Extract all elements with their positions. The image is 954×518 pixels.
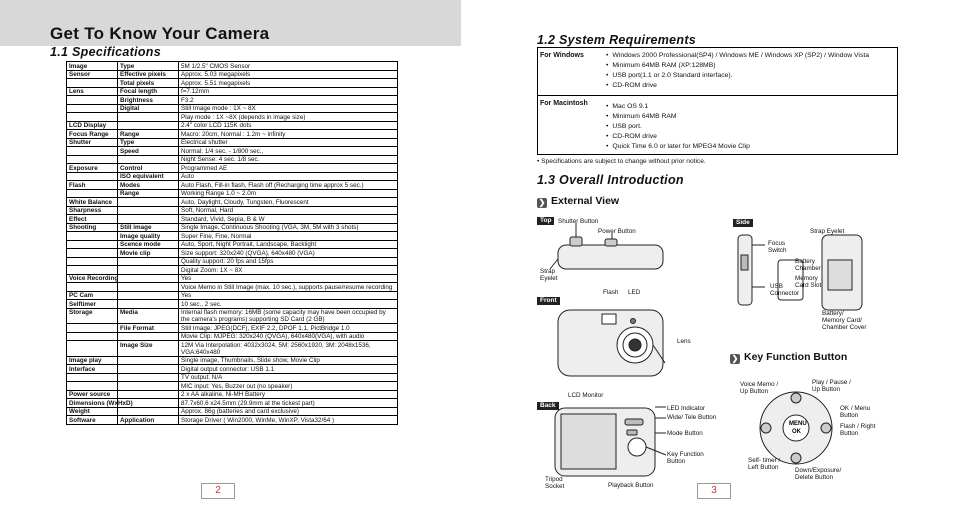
spec-category: Storage	[67, 309, 118, 324]
spec-value: F3.2	[181, 96, 194, 104]
spec-item	[118, 365, 179, 373]
spec-item	[118, 122, 179, 130]
spec-value: Still Image: JPEG(DCF), EXIF 2.2, DPOF 1.1, PictBridge 1.0	[181, 324, 350, 332]
page-number-left: 2	[201, 483, 235, 499]
spec-item	[118, 408, 179, 416]
spec-item	[118, 283, 179, 291]
label-power: Power Button	[598, 228, 636, 235]
spec-value: f=7.12mm	[181, 88, 210, 95]
spec-row	[67, 364, 397, 373]
spec-item: Image Size	[118, 341, 179, 356]
spec-row	[67, 87, 397, 96]
label-focus-switch: Focus Switch	[768, 240, 787, 254]
spec-category	[67, 382, 118, 390]
sysreq-heading: 1.2 System Requirements	[537, 33, 697, 47]
spec-category: Image	[67, 62, 118, 70]
spec-category: LCD Display	[67, 122, 118, 130]
label-led: LED	[628, 289, 641, 296]
spec-category: Effect	[67, 215, 118, 223]
spec-item: Modes	[118, 181, 179, 189]
label-battery-cover: Battery/ Memory Card/ Chamber Cover	[822, 310, 867, 331]
key-heading: ❯ Key Function Button	[731, 351, 848, 363]
spec-value: Yes	[181, 275, 192, 282]
spec-item	[118, 399, 179, 407]
spec-value: 12M Via Interpolation: 4032x3024, 5M: 2560x1920, 3M: 2048x1536, VGA:640x480	[181, 341, 371, 356]
mac-list	[606, 102, 750, 152]
label-lens: Lens	[677, 338, 691, 345]
label-self-timer: Self- timer / Left Button	[748, 457, 781, 471]
label-lcd: LCD Monitor	[568, 392, 604, 399]
spec-value: Auto, Sport, Night Portrait, Landscape, Backlight	[181, 241, 317, 248]
spec-row	[67, 373, 397, 382]
overall-heading: 1.3 Overall Introduction	[537, 173, 684, 187]
spec-item: Focal length	[118, 88, 179, 96]
spec-category	[67, 232, 118, 240]
spec-value: Approx. 5.03 megapixels	[181, 71, 251, 78]
spec-row	[67, 415, 397, 424]
spec-value: 5M 1/2.5" CMOS Sensor	[181, 62, 251, 70]
spec-category	[67, 341, 118, 356]
spec-row	[67, 155, 397, 164]
spec-item: Media	[118, 309, 179, 324]
spec-row	[67, 172, 397, 181]
spec-category: Power source	[67, 391, 118, 399]
spec-category	[67, 283, 118, 291]
spec-category: PC Cam	[67, 292, 118, 300]
spec-value: Super Fine, Fine, Normal	[181, 232, 252, 240]
spec-row	[67, 223, 397, 232]
spec-row	[67, 323, 397, 332]
spec-value: Electrical shutter	[181, 139, 228, 146]
spec-value: Digital Zoom: 1X ~ 8X	[181, 266, 243, 274]
spec-item	[118, 374, 179, 382]
label-ok-menu: OK / Menu Button	[840, 405, 871, 419]
spec-value: Movie Clip: MJPEG: 320x240 (QVGA), 640x480(VGA), with audio	[181, 333, 365, 340]
spec-value: Single image, Thumbnails, Slide show, Movie Clip	[181, 357, 320, 364]
spec-row	[67, 214, 397, 223]
spec-item	[118, 292, 179, 300]
spec-category	[67, 374, 118, 382]
sysreq-box	[537, 47, 898, 155]
label-play-pause: Play / Pause / Up Button	[812, 379, 851, 393]
spec-row	[67, 104, 397, 113]
spec-item: Image quality	[118, 232, 179, 240]
spec-item: Range	[118, 130, 179, 138]
spec-row	[67, 381, 397, 390]
requirement-item: • Quick Time 6.0 or later for MPEG4 Movie Clip	[606, 142, 750, 152]
spec-item: Still image	[118, 224, 179, 232]
requirement-item: • USB port.	[606, 122, 750, 132]
spec-value: TV output: N/A	[181, 374, 223, 381]
spec-row	[67, 121, 397, 130]
requirement-item: • USB port(1.1 or 2.0 Standard interface).	[606, 71, 869, 81]
label-battery-chamber: Battery Chamber	[795, 258, 821, 272]
spec-value: Night Sense: 4 sec. 1/8 sec.	[181, 156, 260, 163]
spec-category: Shutter	[67, 139, 118, 147]
spec-item	[118, 113, 179, 121]
key-center-ok: OK	[792, 429, 801, 435]
spec-row	[67, 78, 397, 87]
spec-row	[67, 197, 397, 206]
label-tripod: Tripod Socket	[545, 476, 565, 490]
spec-category: Flash	[67, 181, 118, 189]
spec-item: Movie clip	[118, 249, 179, 257]
spec-item: Effective pixels	[118, 71, 179, 79]
spec-value: 87.7x60.6 x24.5mm (29.9mm at the tickest part)	[181, 399, 315, 407]
requirement-item: • CD-ROM drive	[606, 132, 750, 142]
spec-value: Internal flash memory: 16MB (some capacity may have been occupied by the camera's programs) supporting SD Card (2 GB)	[181, 309, 386, 323]
spec-item	[118, 198, 179, 206]
spec-item: Digital	[118, 105, 179, 113]
spec-category	[67, 105, 118, 113]
tag-back: Back	[537, 402, 559, 410]
spec-row	[67, 265, 397, 274]
spec-row	[67, 231, 397, 240]
spec-value: 10 sec., 2 sec.	[181, 300, 222, 308]
spec-value: Yes	[181, 292, 192, 299]
requirement-item: • Minimum 64MB RAM	[606, 112, 750, 122]
spec-row	[67, 407, 397, 416]
spec-row	[67, 257, 397, 266]
spec-category: Interface	[67, 365, 118, 373]
spec-item	[118, 258, 179, 266]
spec-row	[67, 206, 397, 215]
spec-row	[67, 340, 397, 356]
spec-item	[118, 300, 179, 308]
tag-top: Top	[537, 217, 554, 225]
spec-category: Lens	[67, 88, 118, 96]
label-led-indicator: LED Indicator	[667, 405, 706, 412]
camera-diagrams	[530, 215, 890, 495]
spec-row	[67, 129, 397, 138]
label-mode: Mode Button	[667, 430, 703, 437]
spec-category: Software	[67, 416, 118, 424]
spec-value: Single Image, Continuous Shooting (VGA, 3M, 5M with 3 shots)	[181, 224, 359, 231]
spec-value: Still Image mode : 1X ~ 8X	[181, 105, 256, 112]
spec-item: Application	[118, 416, 179, 424]
spec-row	[67, 189, 397, 198]
spec-category: Shooting	[67, 224, 118, 232]
spec-item: Total pixels	[118, 79, 179, 87]
mac-label: For Macintosh	[540, 100, 588, 107]
spec-value: Normal: 1/4 sec. - 1/800 sec.,	[181, 147, 264, 155]
spec-category: Dimensions (WxHxD)	[69, 399, 133, 407]
spec-item: Scence mode	[118, 241, 179, 249]
spec-value: MIC input: Yes, Buzzer out (no speaker)	[181, 382, 293, 390]
tag-front: Front	[537, 297, 560, 305]
spec-item	[118, 275, 179, 283]
spec-item	[118, 382, 179, 390]
spec-item: Type	[118, 62, 179, 70]
label-playback: Playback Button	[608, 482, 654, 489]
spec-category: Image play	[67, 357, 118, 365]
spec-item: Brightness	[118, 96, 179, 104]
spec-value: Soft, Normal, Hard	[181, 207, 234, 214]
spec-category	[67, 258, 118, 266]
spec-value: Macro: 20cm, Normal : 1.2m ~ infinity	[181, 130, 286, 138]
windows-label: For Windows	[540, 52, 584, 59]
label-flash: Flash	[603, 289, 619, 296]
spec-category: Sharpness	[67, 207, 118, 215]
page-title: Get To Know Your Camera	[50, 24, 270, 43]
spec-category: White Balance	[67, 198, 118, 206]
label-key-function: Key Function Button	[667, 451, 704, 465]
spec-item	[118, 266, 179, 274]
spec-row	[67, 248, 397, 257]
spec-row	[67, 398, 397, 407]
spec-category: Focus Range	[67, 130, 118, 138]
spec-value: Approx. 5.51 megapixels	[181, 79, 251, 87]
spec-value: 2.4" color LCD 115K dots	[181, 122, 252, 129]
spec-category: Selftimer	[67, 300, 118, 308]
external-heading: ❯ External View	[538, 195, 620, 207]
spec-row	[67, 291, 397, 300]
key-center-text: MENU	[789, 421, 807, 427]
spec-row	[67, 146, 397, 155]
spec-category: Sensor	[67, 71, 118, 79]
spec-row	[67, 180, 397, 189]
spec-row	[67, 240, 397, 249]
spec-category	[67, 113, 118, 121]
spec-value: Standard, Vivid, Sepia, B & W	[181, 215, 265, 223]
spec-row	[67, 274, 397, 283]
spec-value: Play mode : 1X ~8X (depends in image size)	[181, 113, 306, 121]
spec-item: ISO equivalent	[118, 173, 179, 181]
spec-category	[67, 79, 118, 87]
requirement-item: • CD-ROM drive	[606, 81, 869, 91]
spec-item: Speed	[118, 147, 179, 155]
spec-row	[67, 332, 397, 341]
label-flash-right: Flash / Right Button	[840, 423, 876, 437]
spec-category: Exposure	[67, 164, 118, 172]
spec-value: Auto Flash, Fill-in flash, Flash off (Recharging time approx 5 sec.)	[181, 181, 364, 189]
spec-row	[67, 163, 397, 172]
spec-value: Size support: 320x240 (QVGA), 640x480 (VGA)	[181, 249, 315, 257]
spec-heading: 1.1 Specifications	[50, 45, 161, 59]
spec-item	[118, 215, 179, 223]
spec-row	[67, 95, 397, 104]
spec-value: Programmed AE	[181, 164, 228, 172]
spec-category	[67, 173, 118, 181]
spec-value: Approx. 86g (batteries and card exclusive)	[181, 408, 299, 415]
requirement-item: • Mac OS 9.1	[606, 102, 750, 112]
spec-item: Type	[118, 139, 179, 147]
spec-row	[67, 70, 397, 79]
spec-category: Weight	[67, 408, 118, 416]
spec-category	[67, 147, 118, 155]
spec-value: Storage Driver ( Win2000, WinMe, WinXP, Vista32/64 )	[181, 416, 335, 424]
spec-row	[67, 112, 397, 121]
spec-category	[67, 190, 118, 198]
spec-note: • Specifications are subject to change without prior notice.	[537, 158, 706, 165]
spec-item	[118, 391, 179, 399]
spec-item: Control	[118, 164, 179, 172]
spec-value: Voice Memo in Still Image (max. 10 sec.), supports pause/resume recording	[181, 283, 393, 291]
spec-category: Voice Recording	[69, 275, 119, 282]
spec-category	[67, 324, 118, 332]
spec-row	[67, 390, 397, 399]
label-strap-eyelet-side: Strap Eyelet	[810, 228, 845, 235]
arrow-icon: ❯	[538, 198, 546, 207]
spec-table	[66, 61, 398, 425]
spec-row	[67, 282, 397, 291]
label-usb: USB Connector	[770, 283, 800, 297]
spec-value: Digital output connector: USB 1.1	[181, 365, 275, 373]
spec-item: File Format	[118, 324, 179, 332]
spec-item: Range	[118, 190, 179, 198]
spec-value: 2 x AA alkaline, Ni-MH Battery	[181, 391, 265, 398]
requirement-item: • Minimum 64MB RAM (XP:128MB)	[606, 61, 869, 71]
spec-category	[67, 249, 118, 257]
spec-value: Auto, Daylight, Cloudy, Tungsten, Fluorescent	[181, 198, 309, 206]
spec-row	[67, 62, 397, 70]
spec-item	[118, 333, 179, 341]
page-number-right: 3	[697, 483, 731, 499]
spec-category	[67, 156, 118, 164]
label-memory-slot: Memory Card Slot	[795, 275, 822, 289]
spec-category	[67, 333, 118, 341]
requirement-item: • Windows 2000 Professional(SP4) / Windows ME / Windows XP (SP2) / Window Vista	[606, 51, 869, 61]
spec-value: Auto	[181, 173, 194, 180]
spec-item	[118, 357, 179, 365]
spec-row	[67, 356, 397, 365]
spec-row	[67, 299, 397, 308]
spec-category	[67, 96, 118, 104]
tag-side: Side	[733, 219, 753, 227]
label-down-exposure: Down/Exposure/ Delete Button	[795, 467, 842, 481]
windows-list	[606, 51, 869, 91]
label-voice-memo: Voice Memo / Up Button	[740, 381, 779, 395]
spec-item	[118, 156, 179, 164]
spec-row	[67, 138, 397, 147]
spec-value: Quality support: 20 fps and 15fps	[181, 258, 274, 265]
spec-item	[118, 207, 179, 215]
spec-row	[67, 308, 397, 324]
spec-category	[67, 266, 118, 274]
label-wide-tele: Wide/ Tele Button	[667, 414, 717, 421]
arrow-icon: ❯	[731, 354, 739, 363]
spec-category	[67, 241, 118, 249]
label-strap-eyelet: Strap Eyelet	[540, 268, 558, 282]
label-shutter: Shutter Button	[558, 218, 599, 225]
spec-value: Working Range 1.0 ~ 2.0m	[181, 190, 256, 197]
